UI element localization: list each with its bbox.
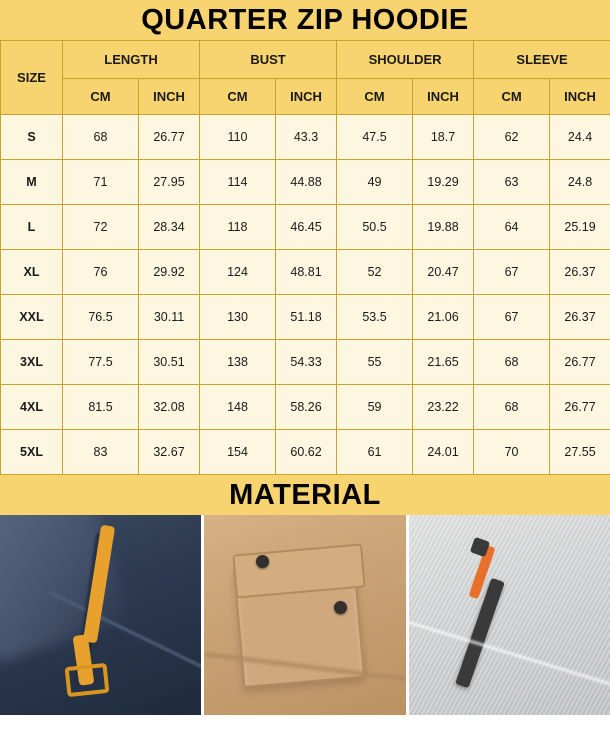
header-length-inch: INCH [139,79,200,115]
cell-bust-cm: 114 [200,160,276,205]
cell-size: 4XL [1,385,63,430]
cell-shoulder-inch: 18.7 [413,115,474,160]
table-header-groups [1,41,610,79]
cell-sleeve-inch: 26.77 [550,385,610,430]
cell-length-cm: 76 [63,250,139,295]
header-shoulder-cm: CM [337,79,413,115]
cell-sleeve-inch: 26.37 [550,250,610,295]
cell-shoulder-inch: 19.88 [413,205,474,250]
cell-size: XL [1,250,63,295]
cell-length-cm: 68 [63,115,139,160]
cell-sleeve-inch: 25.19 [550,205,610,250]
cell-shoulder-cm: 59 [337,385,413,430]
size-chart-table [0,40,610,475]
cell-shoulder-cm: 47.5 [337,115,413,160]
cell-bust-cm: 130 [200,295,276,340]
cell-length-cm: 83 [63,430,139,475]
heather-texture [409,515,610,715]
cell-bust-cm: 124 [200,250,276,295]
cell-length-inch: 30.11 [139,295,200,340]
table-body [1,115,610,475]
cell-bust-inch: 58.26 [276,385,337,430]
cell-sleeve-inch: 27.55 [550,430,610,475]
cell-length-inch: 29.92 [139,250,200,295]
cell-length-inch: 32.67 [139,430,200,475]
cell-sleeve-cm: 64 [474,205,550,250]
header-shoulder: SHOULDER [337,41,474,79]
cell-bust-inch: 44.88 [276,160,337,205]
header-bust-inch: INCH [276,79,337,115]
cell-sleeve-cm: 68 [474,385,550,430]
table-row [1,295,610,340]
header-sleeve-inch: INCH [550,79,610,115]
table-row [1,115,610,160]
cell-bust-inch: 54.33 [276,340,337,385]
header-sleeve-cm: CM [474,79,550,115]
cell-shoulder-inch: 19.29 [413,160,474,205]
cell-length-inch: 27.95 [139,160,200,205]
header-size: SIZE [1,41,63,115]
table-row [1,205,610,250]
cell-bust-cm: 148 [200,385,276,430]
table-row [1,385,610,430]
cell-bust-cm: 154 [200,430,276,475]
header-bust: BUST [200,41,337,79]
cell-sleeve-inch: 24.8 [550,160,610,205]
table-row [1,340,610,385]
cell-sleeve-inch: 26.37 [550,295,610,340]
cell-length-cm: 71 [63,160,139,205]
cell-size: S [1,115,63,160]
header-shoulder-inch: INCH [413,79,474,115]
cell-length-inch: 32.08 [139,385,200,430]
khaki-cargo-pocket-photo [204,515,405,715]
table-row [1,250,610,295]
cell-bust-cm: 138 [200,340,276,385]
cell-sleeve-cm: 68 [474,340,550,385]
cell-size: M [1,160,63,205]
table-header [1,41,610,115]
material-title: MATERIAL [0,475,610,515]
cell-bust-inch: 51.18 [276,295,337,340]
cell-sleeve-cm: 62 [474,115,550,160]
cell-shoulder-cm: 61 [337,430,413,475]
header-bust-cm: CM [200,79,276,115]
cell-length-cm: 77.5 [63,340,139,385]
cell-sleeve-inch: 24.4 [550,115,610,160]
cell-bust-cm: 118 [200,205,276,250]
cell-bust-inch: 46.45 [276,205,337,250]
cell-size: 5XL [1,430,63,475]
cell-sleeve-cm: 70 [474,430,550,475]
cell-shoulder-cm: 53.5 [337,295,413,340]
cell-size: 3XL [1,340,63,385]
cell-shoulder-cm: 55 [337,340,413,385]
grey-fleece-zip-pocket-photo [409,515,610,715]
cell-length-inch: 28.34 [139,205,200,250]
header-sleeve: SLEEVE [474,41,610,79]
cell-shoulder-inch: 24.01 [413,430,474,475]
cell-bust-cm: 110 [200,115,276,160]
cell-shoulder-inch: 20.47 [413,250,474,295]
cell-shoulder-cm: 50.5 [337,205,413,250]
cell-shoulder-cm: 49 [337,160,413,205]
material-photo-strip [0,515,610,715]
strap-buckle [65,663,110,697]
cell-size: L [1,205,63,250]
cell-bust-inch: 60.62 [276,430,337,475]
cell-sleeve-cm: 67 [474,295,550,340]
cell-size: XXL [1,295,63,340]
cell-length-inch: 26.77 [139,115,200,160]
navy-fleece-zip-pocket-photo [0,515,201,715]
cell-sleeve-cm: 67 [474,250,550,295]
cell-length-cm: 72 [63,205,139,250]
cell-sleeve-inch: 26.77 [550,340,610,385]
cell-length-inch: 30.51 [139,340,200,385]
cell-shoulder-inch: 23.22 [413,385,474,430]
table-header-units [1,79,610,115]
cell-shoulder-inch: 21.65 [413,340,474,385]
page-title: QUARTER ZIP HOODIE [0,0,610,40]
cell-length-cm: 81.5 [63,385,139,430]
table-row [1,160,610,205]
cell-length-cm: 76.5 [63,295,139,340]
cell-bust-inch: 43.3 [276,115,337,160]
header-length: LENGTH [63,41,200,79]
table-row [1,430,610,475]
cell-sleeve-cm: 63 [474,160,550,205]
cell-shoulder-cm: 52 [337,250,413,295]
cell-bust-inch: 48.81 [276,250,337,295]
header-length-cm: CM [63,79,139,115]
cell-shoulder-inch: 21.06 [413,295,474,340]
